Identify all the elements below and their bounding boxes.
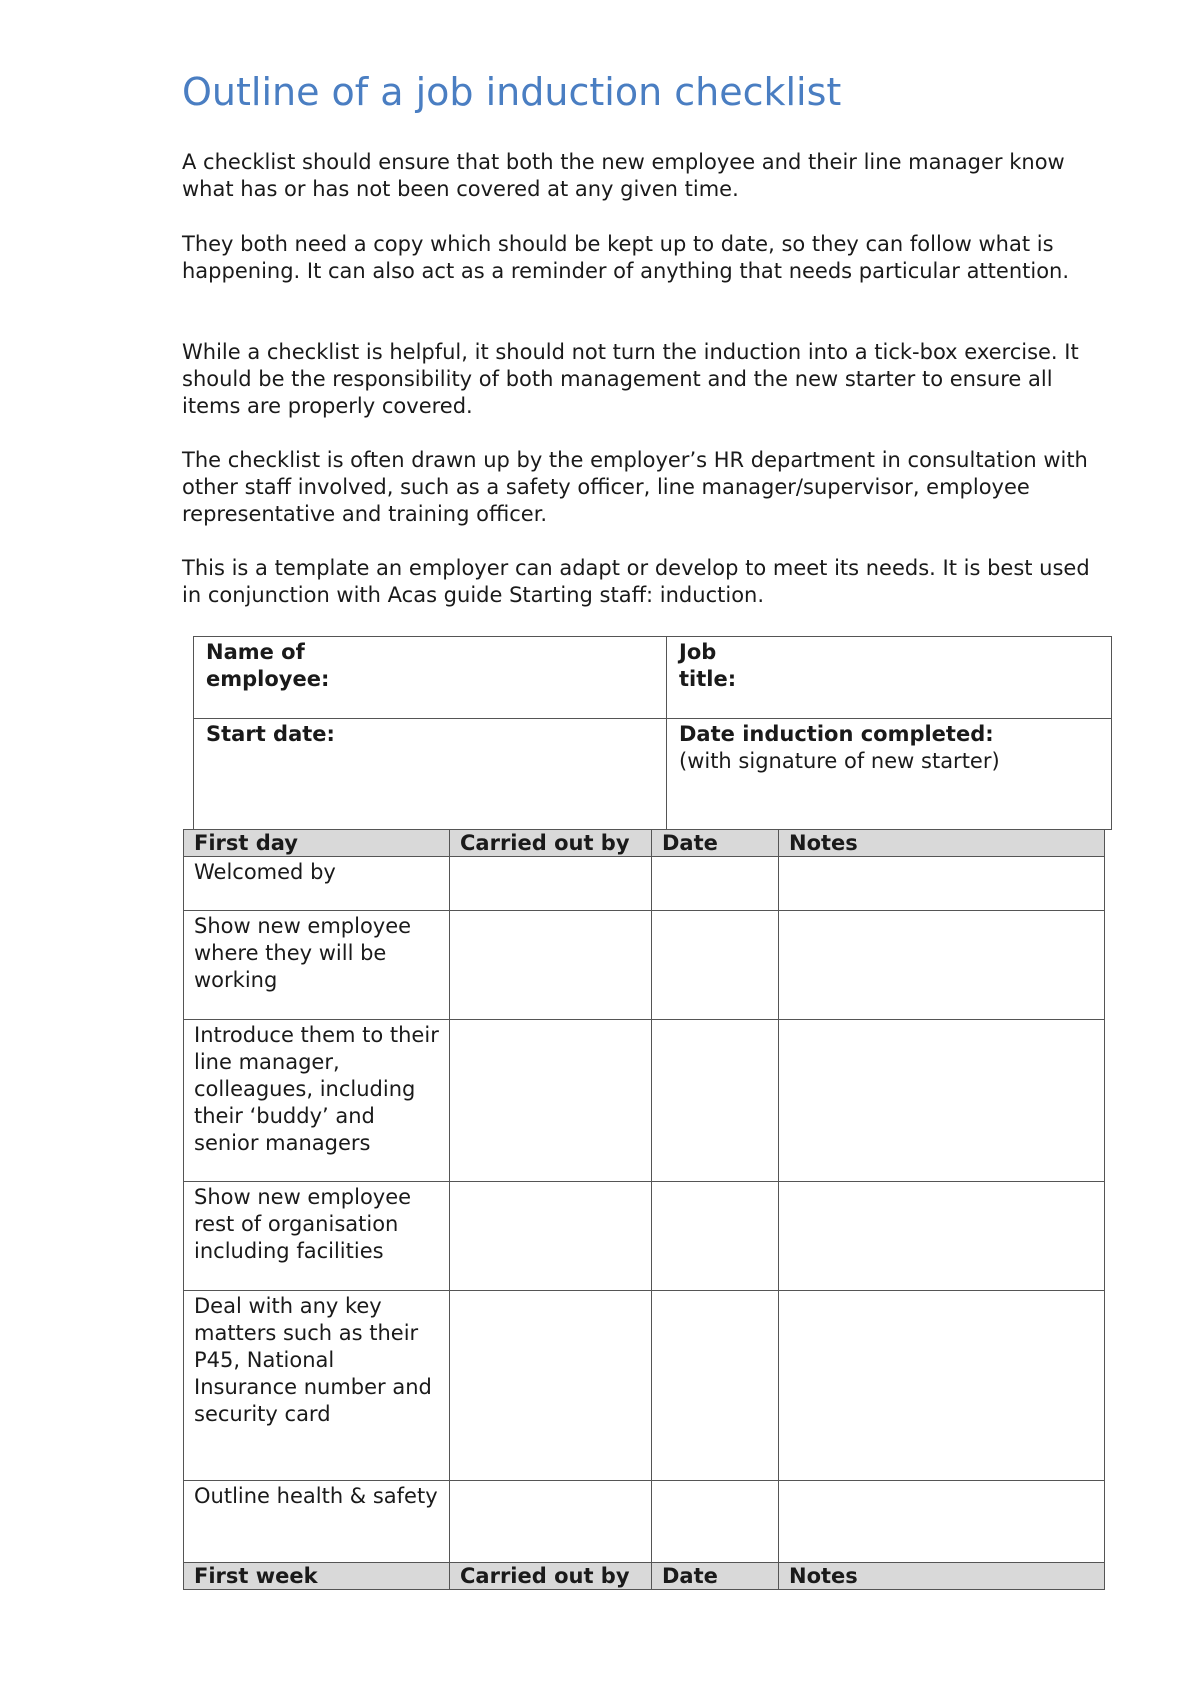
- carried-out-by-header: Carried out by: [450, 1563, 652, 1590]
- intro-paragraph-3: While a checklist is helpful, it should not turn the induction into a tick-box exercise. It should be the responsibility of both management and the new starter to ensure all items are properly covered.: [182, 340, 1079, 418]
- task-cell: Deal with any key matters such as their P45, National Insurance number and security card: [184, 1291, 450, 1481]
- date-cell[interactable]: [652, 857, 779, 911]
- carried-out-by-header: Carried out by: [450, 830, 652, 857]
- task-cell: Show new employee where they will be working: [184, 911, 450, 1020]
- notes-cell[interactable]: [779, 1291, 1105, 1481]
- date-cell[interactable]: [652, 1291, 779, 1481]
- date-cell[interactable]: [652, 1020, 779, 1182]
- notes-cell[interactable]: [779, 1020, 1105, 1182]
- first-day-header: First day: [184, 830, 450, 857]
- intro-paragraph-2: They both need a copy which should be kept up to date, so they can follow what is happening. It can also act as a reminder of anything that needs particular attention.: [182, 232, 1070, 283]
- carried-out-by-cell[interactable]: [450, 1020, 652, 1182]
- notes-cell[interactable]: [779, 857, 1105, 911]
- table-row: [184, 1481, 1105, 1563]
- date-cell[interactable]: [652, 1481, 779, 1563]
- checklist-table: [183, 829, 1105, 1590]
- induction-completed-label: Date induction completed:: [679, 722, 994, 746]
- table-row: [184, 857, 1105, 911]
- date-header: Date: [652, 830, 779, 857]
- carried-out-by-cell[interactable]: [450, 857, 652, 911]
- first-week-header: First week: [184, 1563, 450, 1590]
- intro-paragraph-1: A checklist should ensure that both the new employee and their line manager know what has or has not been covered at any given time.: [182, 150, 1065, 201]
- table-row: [184, 1182, 1105, 1291]
- notes-header: Notes: [779, 1563, 1105, 1590]
- date-cell[interactable]: [652, 911, 779, 1020]
- intro-paragraph-4: The checklist is often drawn up by the employer’s HR department in consultation with other staff involved, such as a safety officer, line manager/supervisor, employee representative and training officer.: [182, 448, 1088, 526]
- date-header: Date: [652, 1563, 779, 1590]
- notes-cell[interactable]: [779, 1182, 1105, 1291]
- induction-completed-note: (with signature of new starter): [679, 749, 1000, 773]
- carried-out-by-cell[interactable]: [450, 1291, 652, 1481]
- task-cell: Welcomed by: [184, 857, 450, 911]
- task-cell: Outline health & safety: [184, 1481, 450, 1563]
- name-of-employee-cell[interactable]: [194, 637, 667, 719]
- carried-out-by-cell[interactable]: [450, 1182, 652, 1291]
- date-cell[interactable]: [652, 1182, 779, 1291]
- notes-header: Notes: [779, 830, 1105, 857]
- task-cell: Introduce them to their line manager, colleagues, including their ‘buddy’ and senior managers: [184, 1020, 450, 1182]
- start-date-label: Start date:: [206, 722, 335, 746]
- intro-paragraph-5: This is a template an employer can adapt or develop to meet its needs. It is best used in conjunction with Acas guide Starting staff: induction.: [182, 556, 1090, 607]
- task-cell: Show new employee rest of organisation including facilities: [184, 1182, 450, 1291]
- page-title: Outline of a job induction checklist: [182, 70, 842, 114]
- table-row: [184, 1291, 1105, 1481]
- start-date-cell[interactable]: [194, 719, 667, 830]
- induction-completed-cell[interactable]: [667, 719, 1112, 830]
- name-of-employee-label: Name of employee:: [206, 640, 330, 691]
- carried-out-by-cell[interactable]: [450, 1481, 652, 1563]
- table-row: [184, 911, 1105, 1020]
- employee-info-table: [193, 636, 1112, 830]
- carried-out-by-cell[interactable]: [450, 911, 652, 1020]
- job-title-cell[interactable]: [667, 637, 1112, 719]
- notes-cell[interactable]: [779, 911, 1105, 1020]
- table-row: [184, 1020, 1105, 1182]
- first-week-header-row: [184, 1563, 1105, 1590]
- job-title-label: Job title:: [679, 640, 737, 691]
- notes-cell[interactable]: [779, 1481, 1105, 1563]
- first-day-header-row: [184, 830, 1105, 857]
